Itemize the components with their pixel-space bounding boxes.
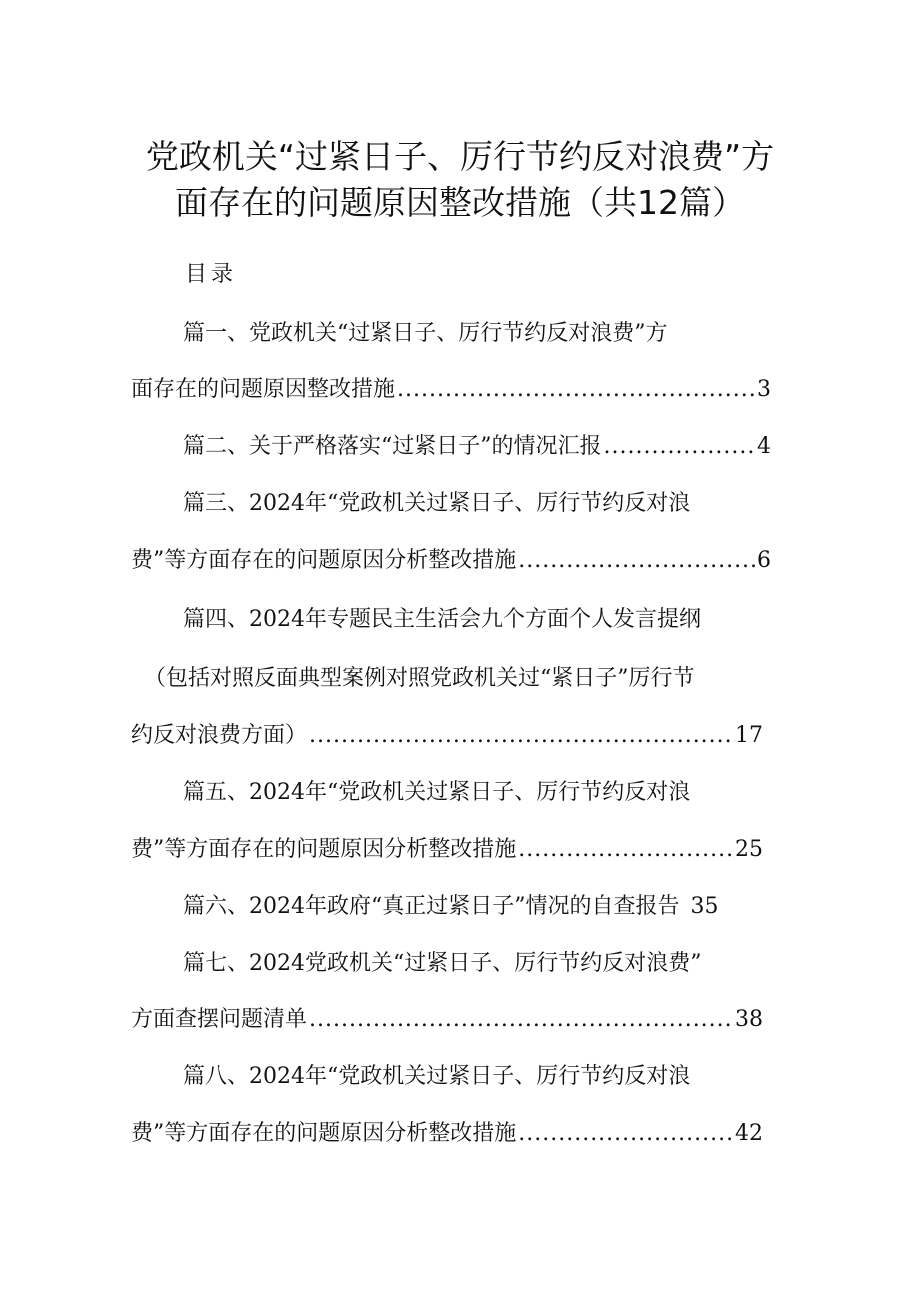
toc-page-number: 17 — [735, 723, 763, 748]
toc-page-number: 25 — [735, 837, 763, 862]
toc-entry-3-line-2[interactable] — [131, 544, 771, 578]
toc-entry-4-line-1[interactable]: 篇四、2024年专题民主生活会九个方面个人发言提纲 — [183, 607, 701, 632]
toc-leader-dots — [516, 1117, 735, 1151]
toc-entry-text: 费”等方面存在的问题原因分析整改措施 — [131, 1121, 517, 1146]
document-title-line-1: 党政机关“过紧日子、厉行节约反对浪费”方 — [145, 137, 775, 176]
toc-leader-dots — [395, 373, 757, 407]
toc-entry-text: 篇二、关于严格落实“过紧日子”的情况汇报 — [183, 434, 602, 459]
toc-entry-7-line-1[interactable]: 篇七、2024党政机关“过紧日子、厉行节约反对浪费” — [183, 951, 702, 976]
toc-page-number: 4 — [757, 434, 771, 459]
toc-entry-5-line-2[interactable] — [131, 833, 763, 867]
toc-page-number: 6 — [757, 548, 771, 573]
toc-page-number: 3 — [757, 377, 771, 402]
toc-entry-1-line-2[interactable] — [131, 373, 771, 407]
toc-entry-4-line-3[interactable] — [131, 719, 763, 753]
toc-leader-dots — [307, 719, 735, 753]
toc-page-number: 35 — [690, 894, 719, 919]
toc-entry-6[interactable] — [183, 890, 783, 924]
toc-entry-text: 方面查摆问题清单 — [131, 1007, 308, 1032]
toc-page-number: 38 — [735, 1007, 763, 1032]
toc-page-number: 42 — [735, 1121, 763, 1146]
toc-entry-7-line-2[interactable] — [131, 1003, 763, 1037]
toc-entry-text: 费”等方面存在的问题原因分析整改措施 — [131, 548, 517, 573]
toc-entry-text: 篇六、2024年政府“真正过紧日子”情况的自查报告 — [183, 894, 680, 919]
toc-entry-text: 面存在的问题原因整改措施 — [131, 377, 396, 402]
toc-entry-8-line-2[interactable] — [131, 1117, 763, 1151]
toc-leader-dots — [307, 1003, 735, 1037]
toc-entry-3-line-1[interactable]: 篇三、2024年“党政机关过紧日子、厉行节约反对浪 — [183, 491, 691, 516]
toc-entry-8-line-1[interactable]: 篇八、2024年“党政机关过紧日子、厉行节约反对浪 — [183, 1064, 691, 1089]
toc-entry-text: 约反对浪费方面） — [131, 723, 308, 748]
toc-entry-2[interactable] — [183, 430, 771, 464]
toc-heading: 目录 — [185, 262, 238, 287]
toc-entry-4-line-2[interactable]: （包括对照反面典型案例对照党政机关过“紧日子”厉行节 — [144, 666, 695, 691]
toc-entry-1-line-1[interactable]: 篇一、党政机关“过紧日子、厉行节约反对浪费”方 — [183, 321, 668, 346]
toc-leader-dots — [516, 544, 757, 578]
toc-entry-5-line-1[interactable]: 篇五、2024年“党政机关过紧日子、厉行节约反对浪 — [183, 780, 691, 805]
toc-entry-text: 费”等方面存在的问题原因分析整改措施 — [131, 837, 517, 862]
toc-leader-dots — [602, 430, 758, 464]
document-title-line-2: 面存在的问题原因整改措施（共12篇） — [175, 183, 745, 222]
toc-leader-dots — [516, 833, 735, 867]
